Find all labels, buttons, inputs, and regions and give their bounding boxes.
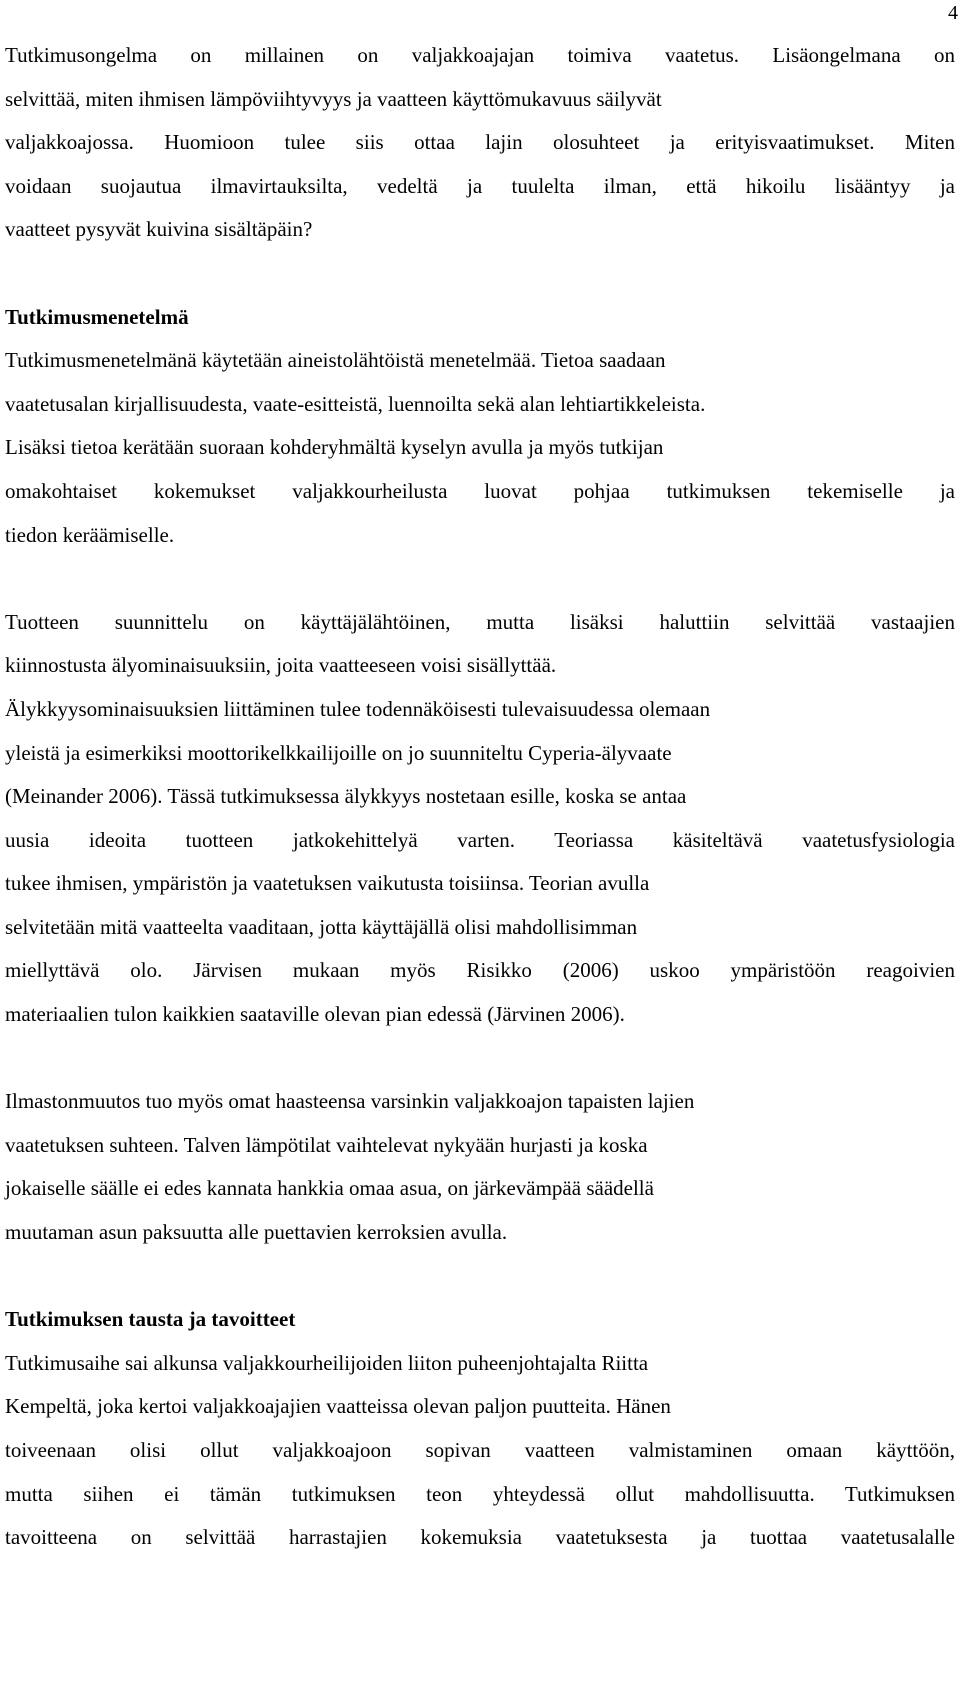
text-line: miellyttävä olo. Järvisen mukaan myös Risikko (2006) uskoo ympäristöön reagoivien	[5, 958, 955, 983]
text-line: selvittää, miten ihmisen lämpöviihtyvyys ja vaatteen käyttömukavuus säilyvät	[5, 86, 662, 111]
text-line: Ilmastonmuutos tuo myös omat haasteensa varsinkin valjakkoajon tapaisten lajien	[5, 1089, 695, 1114]
text-line: Älykkyysominaisuuksien liittäminen tulee todennäköisesti tulevaisuudessa olemaan	[5, 696, 711, 721]
text-line: voidaan suojautua ilmavirtauksilta, vedeltä ja tuulelta ilman, että hikoilu lisääntyy ja	[5, 173, 955, 198]
text-line: Tuotteen suunnittelu on käyttäjälähtöinen, mutta lisäksi haluttiin selvittää vastaajien	[5, 609, 955, 634]
text-line: tavoitteena on selvittää harrastajien kokemuksia vaatetuksesta ja tuottaa vaatetusalalle	[5, 1525, 955, 1550]
text-line: uusia ideoita tuotteen jatkokehittelyä varten. Teoriassa käsiteltävä vaatetusfysiologia	[5, 827, 955, 852]
text-line: vaatetuksen suhteen. Talven lämpötilat vaihtelevat nykyään hurjasti ja koska	[5, 1132, 648, 1157]
text-line: materiaalien tulon kaikkien saataville olevan pian edessä (Järvinen 2006).	[5, 1002, 625, 1027]
section-intro	[5, 34, 955, 252]
text-line: kiinnostusta älyominaisuuksiin, joita vaatteeseen voisi sisällyttää.	[5, 653, 557, 678]
document-body	[5, 34, 955, 1560]
text-line: mutta siihen ei tämän tutkimuksen teon yhteydessä ollut mahdollisuutta. Tutkimuksen	[5, 1481, 955, 1506]
paragraph-gap	[5, 557, 955, 601]
text-line: Tutkimusongelma on millainen on valjakkoajajan toimiva vaatetus. Lisäongelmana on	[5, 43, 955, 67]
section-design	[5, 601, 955, 1037]
section-heading: Tutkimusmenetelmä	[5, 304, 189, 329]
section-climate	[5, 1080, 955, 1254]
section-background	[5, 1298, 955, 1560]
paragraph-gap	[5, 252, 955, 296]
page-number: 4	[948, 2, 958, 24]
section-method	[5, 296, 955, 558]
text-line: (Meinander 2006). Tässä tutkimuksessa älykkyys nostetaan esille, koska se antaa	[5, 784, 687, 809]
text-line: jokaiselle säälle ei edes kannata hankkia omaa asua, on järkevämpää säädellä	[5, 1176, 654, 1201]
section-heading: Tutkimuksen tausta ja tavoitteet	[5, 1307, 296, 1332]
text-line: Tutkimusaihe sai alkunsa valjakkourheilijoiden liiton puheenjohtajalta Riitta	[5, 1350, 649, 1375]
text-line: selvitetään mitä vaatteelta vaaditaan, jotta käyttäjällä olisi mahdollisimman	[5, 914, 638, 939]
paragraph-gap	[5, 1037, 955, 1081]
text-line: omakohtaiset kokemukset valjakkourheilusta luovat pohjaa tutkimuksen tekemiselle ja	[5, 478, 955, 503]
text-line: vaatetusalan kirjallisuudesta, vaate-esitteistä, luennoilta sekä alan lehtiartikkeleista.	[5, 391, 706, 416]
text-line: tukee ihmisen, ympäristön ja vaatetuksen vaikutusta toisiinsa. Teorian avulla	[5, 871, 650, 896]
text-line: muutaman asun paksuutta alle puettavien kerroksien avulla.	[5, 1220, 508, 1245]
text-line: tiedon keräämiselle.	[5, 522, 175, 547]
text-line: vaatteet pysyvät kuivina sisältäpäin?	[5, 217, 313, 242]
text-line: Tutkimusmenetelmänä käytetään aineistolähtöistä menetelmää. Tietoa saadaan	[5, 348, 666, 373]
text-line: Kempeltä, joka kertoi valjakkoajajien vaatteissa olevan paljon puutteita. Hänen	[5, 1394, 671, 1419]
text-line: valjakkoajossa. Huomioon tulee siis ottaa lajin olosuhteet ja erityisvaatimukset. Miten	[5, 130, 955, 155]
paragraph-gap	[5, 1255, 955, 1299]
text-line: yleistä ja esimerkiksi moottorikelkkailijoille on jo suunniteltu Cyperia-älyvaate	[5, 740, 672, 765]
text-line: toiveenaan olisi ollut valjakkoajoon sopivan vaatteen valmistaminen omaan käyttöön,	[5, 1438, 955, 1462]
text-line: Lisäksi tietoa kerätään suoraan kohderyhmältä kyselyn avulla ja myös tutkijan	[5, 435, 664, 460]
